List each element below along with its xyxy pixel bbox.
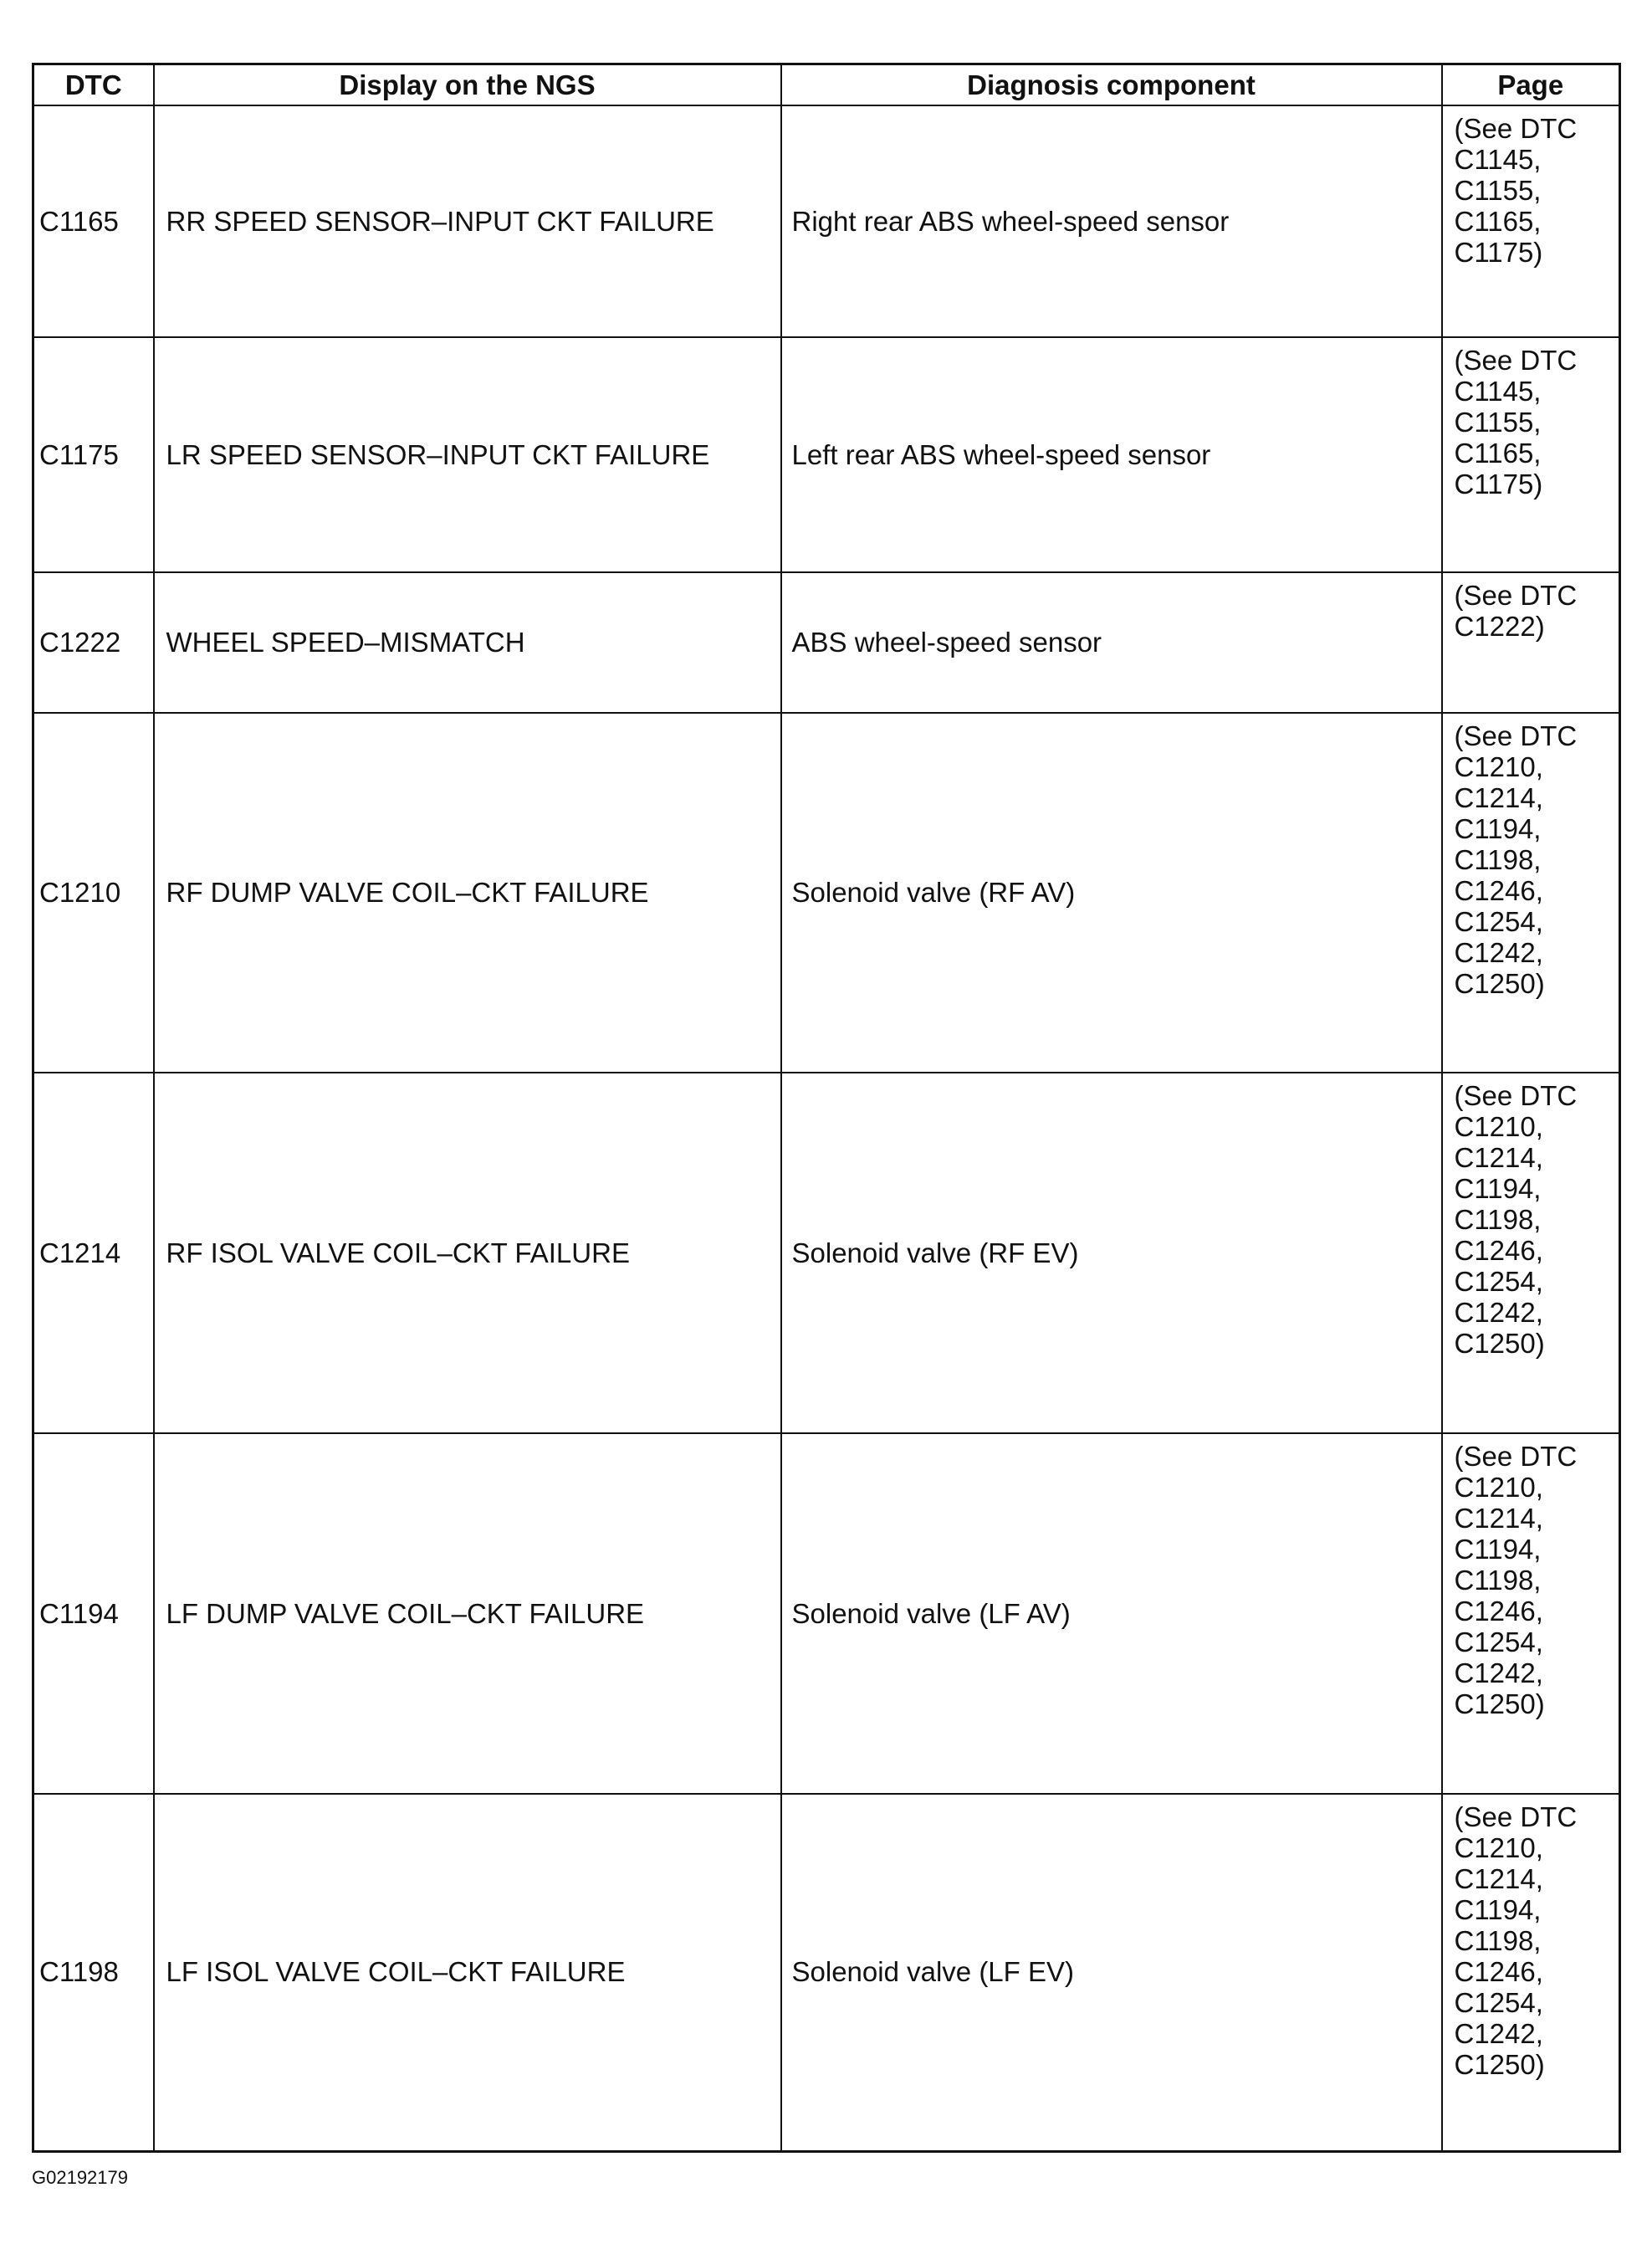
page-reference-line: C1254, xyxy=(1454,1626,1543,1657)
component-cell: ABS wheel-speed sensor xyxy=(781,572,1442,713)
page-reference-line: C1250) xyxy=(1454,2049,1545,2080)
page-cell xyxy=(1442,572,1620,713)
page-reference-line: C1254, xyxy=(1454,1266,1543,1297)
page-reference-line: C1210, xyxy=(1454,1832,1543,1863)
page-reference-line: C1210, xyxy=(1454,751,1543,782)
table-row xyxy=(33,1433,1620,1794)
dtc-cell: C1165 xyxy=(33,105,154,337)
table-body xyxy=(33,105,1620,2151)
page-reference-line: (See DTC xyxy=(1454,720,1578,751)
page-reference-line: C1210, xyxy=(1454,1111,1543,1142)
page-reference-line: C1242, xyxy=(1454,1297,1543,1328)
header-dtc: DTC xyxy=(33,64,154,106)
page-reference-line: C1242, xyxy=(1454,2018,1543,2049)
display-cell: RF ISOL VALVE COIL–CKT FAILURE xyxy=(154,1073,781,1433)
page-reference-line: (See DTC xyxy=(1454,113,1578,144)
page-reference-line: C1214, xyxy=(1454,1863,1543,1894)
header-display: Display on the NGS xyxy=(154,64,781,106)
page-reference-line: C1246, xyxy=(1454,875,1543,906)
dtc-cell: C1175 xyxy=(33,337,154,572)
table-row xyxy=(33,105,1620,337)
page-cell xyxy=(1442,337,1620,572)
dtc-cell: C1210 xyxy=(33,713,154,1073)
page-reference-line: C1242, xyxy=(1454,937,1543,968)
page-cell xyxy=(1442,105,1620,337)
page-reference-line: C1246, xyxy=(1454,1596,1543,1626)
page-reference-line: C1175) xyxy=(1454,237,1543,268)
table-row xyxy=(33,713,1620,1073)
page-reference-line: C1198, xyxy=(1454,1565,1542,1596)
page-reference-line: (See DTC xyxy=(1454,580,1578,611)
page-cell xyxy=(1442,1073,1620,1433)
page-reference-line: C1165, xyxy=(1454,438,1542,469)
dtc-cell: C1194 xyxy=(33,1433,154,1794)
display-cell: WHEEL SPEED–MISMATCH xyxy=(154,572,781,713)
page-reference-line: C1145, xyxy=(1454,144,1542,175)
page-reference-line: C1250) xyxy=(1454,1688,1545,1719)
page-reference-line: C1254, xyxy=(1454,1987,1543,2018)
display-cell: RR SPEED SENSOR–INPUT CKT FAILURE xyxy=(154,105,781,337)
page-reference-line: C1250) xyxy=(1454,968,1545,999)
dtc-table xyxy=(32,63,1621,2153)
page-cell xyxy=(1442,713,1620,1073)
page-reference-line: (See DTC xyxy=(1454,1441,1578,1472)
dtc-cell: C1214 xyxy=(33,1073,154,1433)
table-header-row xyxy=(33,64,1620,106)
page-reference-line: C1155, xyxy=(1454,407,1542,438)
dtc-cell: C1198 xyxy=(33,1794,154,2151)
page-reference-line: C1194, xyxy=(1454,1894,1542,1925)
page-reference-line: C1194, xyxy=(1454,1173,1542,1204)
table-row xyxy=(33,337,1620,572)
component-cell: Solenoid valve (RF EV) xyxy=(781,1073,1442,1433)
page-reference-line: C1214, xyxy=(1454,782,1543,813)
table-row xyxy=(33,1794,1620,2151)
page-reference-line: C1254, xyxy=(1454,906,1543,937)
page-reference-line: C1214, xyxy=(1454,1503,1543,1534)
page-reference-line: C1155, xyxy=(1454,175,1542,206)
page-reference-line: C1175) xyxy=(1454,469,1543,499)
page-reference-line: C1165, xyxy=(1454,206,1542,237)
display-cell: LF ISOL VALVE COIL–CKT FAILURE xyxy=(154,1794,781,2151)
component-cell: Solenoid valve (LF AV) xyxy=(781,1433,1442,1794)
page-reference-line: C1198, xyxy=(1454,1925,1542,1956)
page-reference-line: C1246, xyxy=(1454,1235,1543,1266)
page-reference-line: C1145, xyxy=(1454,376,1542,407)
table-row xyxy=(33,572,1620,713)
table-row xyxy=(33,1073,1620,1433)
page-reference-line: (See DTC xyxy=(1454,1080,1578,1111)
page-reference-line: C1246, xyxy=(1454,1956,1543,1987)
header-page: Page xyxy=(1442,64,1620,106)
figure-id: G02192179 xyxy=(32,2167,128,2188)
page-cell xyxy=(1442,1433,1620,1794)
page-reference-line: C1210, xyxy=(1454,1472,1543,1503)
component-cell: Solenoid valve (RF AV) xyxy=(781,713,1442,1073)
page-reference-line: C1250) xyxy=(1454,1328,1545,1359)
page-reference-line: C1222) xyxy=(1454,611,1545,642)
page-reference-line: C1194, xyxy=(1454,813,1542,844)
component-cell: Right rear ABS wheel-speed sensor xyxy=(781,105,1442,337)
page-cell xyxy=(1442,1794,1620,2151)
display-cell: RF DUMP VALVE COIL–CKT FAILURE xyxy=(154,713,781,1073)
page-reference-line: C1194, xyxy=(1454,1534,1542,1565)
page-reference-line: C1198, xyxy=(1454,844,1542,875)
page-reference-line: (See DTC xyxy=(1454,345,1578,376)
component-cell: Left rear ABS wheel-speed sensor xyxy=(781,337,1442,572)
dtc-cell: C1222 xyxy=(33,572,154,713)
page-reference-line: (See DTC xyxy=(1454,1801,1578,1832)
display-cell: LF DUMP VALVE COIL–CKT FAILURE xyxy=(154,1433,781,1794)
header-component: Diagnosis component xyxy=(781,64,1442,106)
page-reference-line: C1214, xyxy=(1454,1142,1543,1173)
page-reference-line: C1198, xyxy=(1454,1204,1542,1235)
page-reference-line: C1242, xyxy=(1454,1657,1543,1688)
component-cell: Solenoid valve (LF EV) xyxy=(781,1794,1442,2151)
display-cell: LR SPEED SENSOR–INPUT CKT FAILURE xyxy=(154,337,781,572)
